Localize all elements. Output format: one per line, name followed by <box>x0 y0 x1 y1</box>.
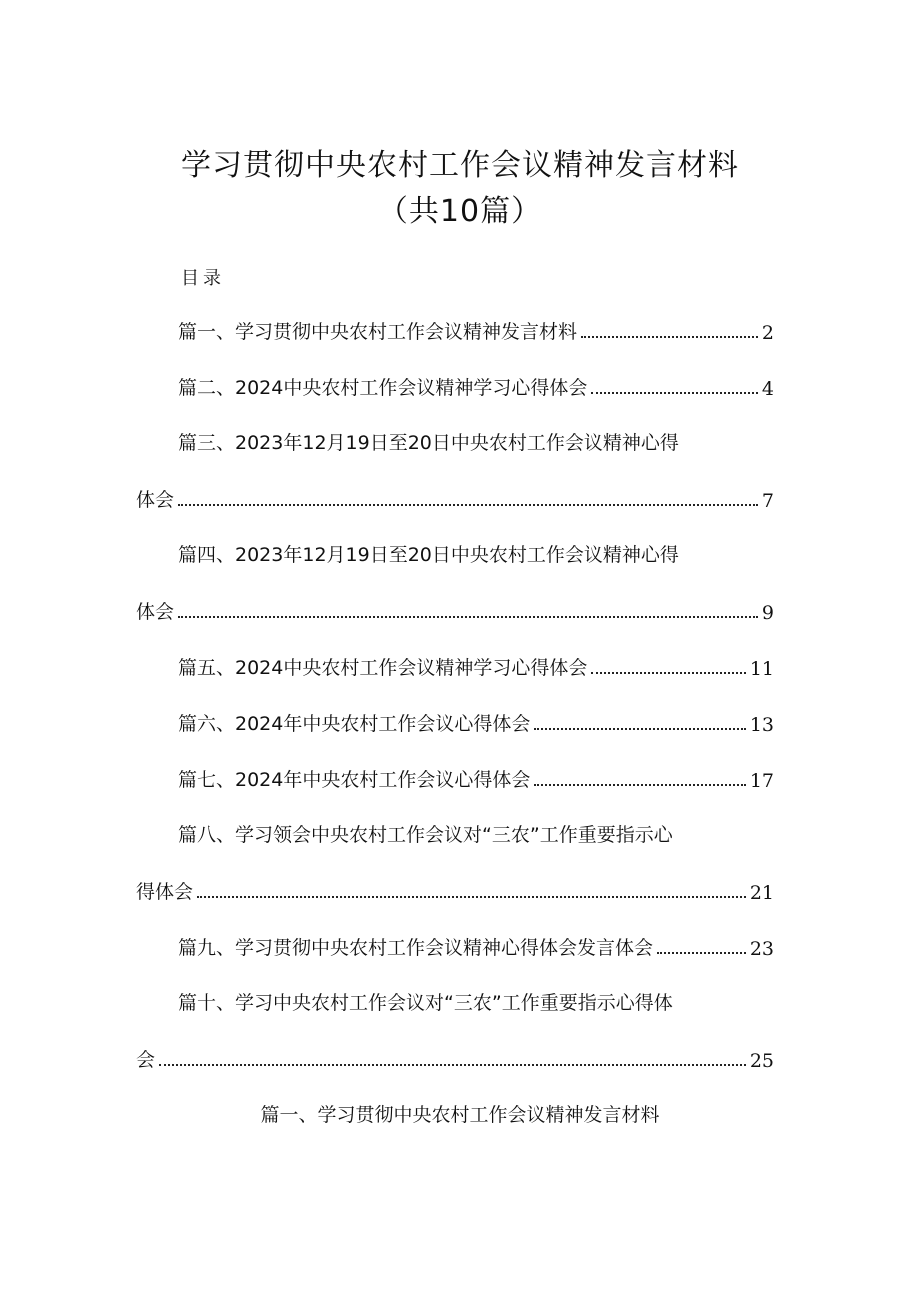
toc-page-number: 13 <box>749 714 774 736</box>
toc-leader-dots <box>159 1064 746 1066</box>
toc-page-number: 9 <box>761 602 774 624</box>
toc-entry-text: 篇二、2024中央农村工作会议精神学习心得体会 <box>178 377 588 399</box>
toc-leader-dots <box>581 336 758 338</box>
toc-page-number: 2 <box>761 322 774 344</box>
toc-entry-text: 篇三、2023年12月19日至20日中央农村工作会议精神心得 <box>178 432 679 454</box>
toc-entry-text: 篇一、学习贯彻中央农村工作会议精神发言材料 <box>178 321 578 343</box>
toc-entry-text: 会 <box>136 1049 156 1071</box>
toc-leader-dots <box>178 616 758 618</box>
toc-entry-text: 篇六、2024年中央农村工作会议心得体会 <box>178 713 531 735</box>
toc-entry-3-continuation[interactable] <box>136 484 774 512</box>
toc-entry-9[interactable] <box>136 932 774 960</box>
toc-page-number: 25 <box>749 1050 774 1072</box>
toc-page-number: 7 <box>761 490 774 512</box>
toc-page-number: 4 <box>761 378 774 400</box>
toc-entry-3[interactable] <box>136 428 774 456</box>
toc-entry-5[interactable] <box>136 652 774 680</box>
toc-page-number: 17 <box>749 770 774 792</box>
toc-entry-text: 体会 <box>136 601 175 623</box>
toc-entry-1[interactable] <box>136 316 774 344</box>
section-heading: 篇一、学习贯彻中央农村工作会议精神发言材料 <box>260 1104 660 1126</box>
toc-entry-2[interactable] <box>136 372 774 400</box>
toc-heading: 目录 <box>181 268 225 289</box>
toc-leader-dots <box>534 728 745 730</box>
document-title-line2: （共10篇） <box>377 194 543 229</box>
toc-leader-dots <box>591 672 745 674</box>
toc-entry-text: 篇七、2024年中央农村工作会议心得体会 <box>178 769 531 791</box>
toc-page-number: 21 <box>749 882 774 904</box>
toc-entry-4-continuation[interactable] <box>136 596 774 624</box>
toc-leader-dots <box>178 504 758 506</box>
toc-leader-dots <box>657 952 746 954</box>
toc-entry-6[interactable] <box>136 708 774 736</box>
toc-entry-7[interactable] <box>136 764 774 792</box>
document-title-line1: 学习贯彻中央农村工作会议精神发言材料 <box>181 148 739 183</box>
toc-entry-text: 得体会 <box>136 881 194 903</box>
toc-entry-text: 篇四、2023年12月19日至20日中央农村工作会议精神心得 <box>178 544 679 566</box>
toc-page-number: 23 <box>749 938 774 960</box>
toc-entry-8[interactable] <box>136 820 774 848</box>
toc-entry-4[interactable] <box>136 540 774 568</box>
toc-entry-8-continuation[interactable] <box>136 876 774 904</box>
toc-leader-dots <box>534 784 745 786</box>
toc-entry-text: 篇五、2024中央农村工作会议精神学习心得体会 <box>178 657 588 679</box>
toc-leader-dots <box>591 392 758 394</box>
toc-entry-text: 篇九、学习贯彻中央农村工作会议精神心得体会发言体会 <box>178 937 654 959</box>
toc-entry-text: 体会 <box>136 489 175 511</box>
toc-leader-dots <box>197 896 746 898</box>
toc-entry-10-continuation[interactable] <box>136 1044 774 1072</box>
toc-entry-text: 篇八、学习领会中央农村工作会议对“三农”工作重要指示心 <box>178 824 673 846</box>
toc-entry-10[interactable] <box>136 988 774 1016</box>
toc-page-number: 11 <box>749 658 774 680</box>
toc-entry-text: 篇十、学习中央农村工作会议对“三农”工作重要指示心得体 <box>178 992 673 1014</box>
